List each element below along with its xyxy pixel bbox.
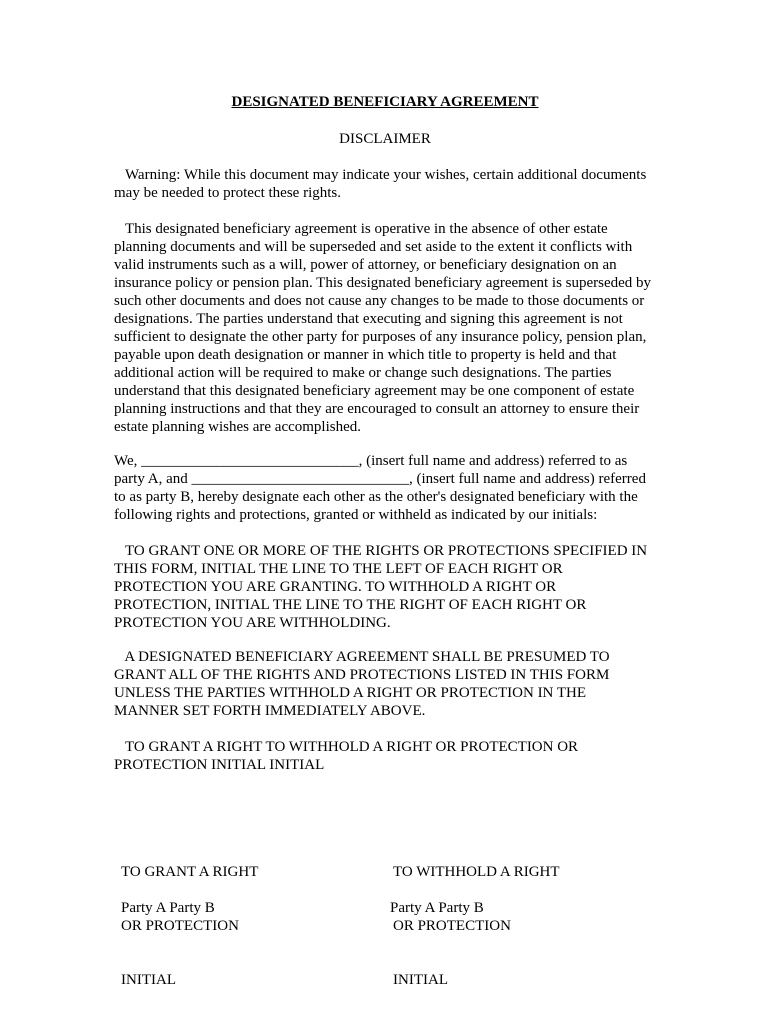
operative-line: valid instruments such as a will, power of attorney, or beneficiary designation on an xyxy=(114,257,617,273)
operative-line: payable upon death designation or manner in which title to property is held and that xyxy=(114,347,617,363)
grant-column-line: INITIAL xyxy=(121,972,176,988)
grant-parties-label: Party A Party B xyxy=(121,900,215,916)
grant-instruction-line: PROTECTION YOU ARE GRANTING. TO WITHHOLD A RIGHT OR xyxy=(114,579,557,595)
grant-instruction-line: PROTECTION, INITIAL THE LINE TO THE RIGHT OF EACH RIGHT OR xyxy=(114,597,587,613)
warning-line: Warning: While this document may indicate your wishes, certain additional documents xyxy=(114,167,647,183)
presumption-line: MANNER SET FORTH IMMEDIATELY ABOVE. xyxy=(114,703,426,719)
operative-paragraph xyxy=(114,220,662,436)
operative-line: This designated beneficiary agreement is operative in the absence of other estate xyxy=(114,221,608,237)
presumption-line: UNLESS THE PARTIES WITHHOLD A RIGHT OR PROTECTION IN THE xyxy=(114,685,587,701)
parties-line: to as party B, hereby designate each other as the other's designated beneficiary with the xyxy=(114,489,638,505)
warning-paragraph xyxy=(114,166,662,202)
rights-header-paragraph xyxy=(114,738,662,774)
grant-instruction-line: PROTECTION YOU ARE WITHHOLDING. xyxy=(114,615,391,631)
grant-instruction-paragraph xyxy=(114,542,662,632)
withhold-column-line: INITIAL xyxy=(393,972,448,988)
presumption-line: GRANT ALL OF THE RIGHTS AND PROTECTIONS LISTED IN THIS FORM xyxy=(114,667,610,683)
operative-line: such other documents and does not cause any changes to be made to those documents or xyxy=(114,293,645,309)
grant-column-line: TO GRANT A RIGHT xyxy=(121,864,259,880)
grant-column-heading xyxy=(121,827,258,1025)
operative-line: understand that this designated beneficiary agreement may be one component of estate xyxy=(114,383,635,399)
operative-line: insurance policy or pension plan. This designated beneficiary agreement is superseded by xyxy=(114,275,652,291)
parties-line: party A, and _____________________________, (insert full name and address) referred xyxy=(114,471,646,487)
parties-line: We, _____________________________, (insert full name and address) referred to as xyxy=(114,453,628,469)
withhold-parties-label: Party A Party B xyxy=(390,900,484,916)
warning-line: may be needed to protect these rights. xyxy=(114,185,342,201)
withhold-column-line: OR PROTECTION xyxy=(393,918,511,934)
disclaimer-heading: DISCLAIMER xyxy=(339,131,431,147)
parties-line: following rights and protections, granted or withheld as indicated by our initials: xyxy=(114,507,598,523)
rights-header-line: PROTECTION INITIAL INITIAL xyxy=(114,757,325,773)
presumption-line: A DESIGNATED BENEFICIARY AGREEMENT SHALL BE PRESUMED TO xyxy=(114,649,610,665)
operative-line: additional action will be required to make or change such designations. The parties xyxy=(114,365,612,381)
grant-instruction-line: TO GRANT ONE OR MORE OF THE RIGHTS OR PROTECTIONS SPECIFIED IN xyxy=(114,543,648,559)
operative-line: planning instructions and that they are encouraged to consult an attorney to ensure their xyxy=(114,401,640,417)
grant-column-line: OR PROTECTION xyxy=(121,918,239,934)
rights-header-line: TO GRANT A RIGHT TO WITHHOLD A RIGHT OR PROTECTION OR xyxy=(114,739,579,755)
operative-line: sufficient to designate the other party for purposes of any insurance policy, pension plan, xyxy=(114,329,647,345)
withhold-column-line: TO WITHHOLD A RIGHT xyxy=(393,864,560,880)
operative-line: estate planning wishes are accomplished. xyxy=(114,419,362,435)
grant-instruction-line: THIS FORM, INITIAL THE LINE TO THE LEFT OF EACH RIGHT OR xyxy=(114,561,563,577)
withhold-column-heading xyxy=(393,827,560,1025)
operative-line: planning documents and will be superseded and set aside to the extent it conflicts with xyxy=(114,239,633,255)
document-title: DESIGNATED BENEFICIARY AGREEMENT xyxy=(231,94,539,110)
presumption-paragraph xyxy=(114,648,662,720)
parties-paragraph xyxy=(114,452,662,524)
operative-line: designations. The parties understand that executing and signing this agreement is not xyxy=(114,311,623,327)
